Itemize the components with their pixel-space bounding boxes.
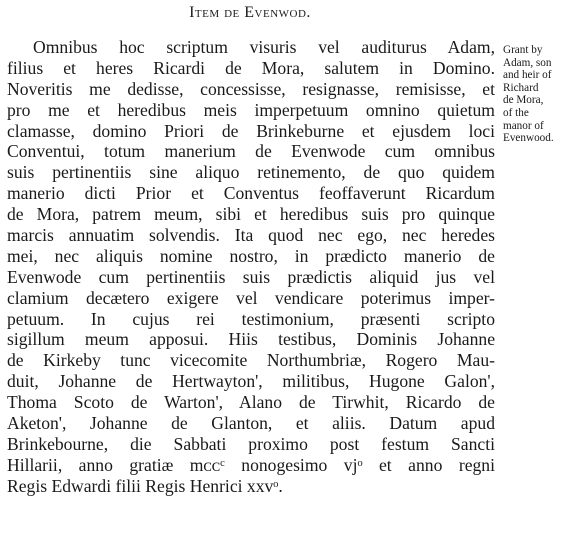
text-line: clamium decætero exigere vel vendicare poterimus imper- [7,287,495,308]
marginal-note [503,44,573,145]
text-line: Regis Edwardi filii Regis Henrici xxvᵒ. [7,475,283,496]
margin-note-line: Evenwood. [503,132,554,145]
text-line: petuum. In cujus rei testimonium, præsenti scripto [7,308,495,329]
text-line: duit, Johanne de Hertwayton', militibus, Hugone Galon', [7,371,495,392]
text-line: Aketon', Johanne de Glanton, et aliis. Datum apud [7,413,495,434]
text-line: Conventui, totum manerium de Evenwode cum omnibus [7,141,495,162]
margin-note-line: Adam, son [503,56,552,69]
text-line: suis pertinentiis sine aliquo retinemento, de quo quidem [7,162,495,183]
margin-note-line: and heir of [503,69,552,82]
margin-note-line: de Mora, [503,94,544,107]
text-line: pro me et heredibus meis imperpetuum omnino quietum [7,99,495,120]
text-line: clamasse, domino Priori de Brinkeburne et ejusdem loci [7,120,495,141]
text-line: sigillum meum apposui. Hiis testibus, Dominis Johanne [7,329,495,350]
text-line: de Kirkeby tunc vicecomite Northumbriæ, Rogero Mau- [7,350,495,371]
text-line: marcis annuatim solvendis. Ita quod nec ego, nec heredes [7,225,495,246]
text-line: Noveritis me dedisse, concessisse, resignasse, remisisse, et [7,78,495,99]
margin-note-line: manor of [503,119,544,132]
text-line: filius et heres Ricardi de Mora, salutem in Domino. [7,57,495,78]
section-heading: Item de Evenwod. [189,4,311,21]
margin-note-line: Richard [503,81,539,94]
text-line: Omnibus hoc scriptum visuris vel auditurus Adam, [33,37,495,57]
text-line: manerio dicti Prior et Conventus feoffaverunt Ricardum [7,183,495,204]
text-line: mei, nec aliquis nomine nostro, in prædicto manerio de [7,245,495,266]
text-line: de Mora, patrem meum, sibi et heredibus suis pro quinque [7,204,495,225]
text-line: Brinkebourne, die Sabbati proximo post festum Sancti [7,433,495,454]
charter-text [7,37,495,497]
margin-note-line: Grant by [503,44,543,56]
text-line: Thoma Scoto de Warton', Alano de Tirwhit, Ricardo de [7,392,495,413]
margin-note-line: of the [503,106,529,119]
text-line: Hillarii, anno gratiæ mᴄᴄᶜ nonogesimo vjᵒ et anno regni [7,454,495,475]
text-line: Evenwode cum pertinentiis suis prædictis aliquid jus vel [7,266,495,287]
